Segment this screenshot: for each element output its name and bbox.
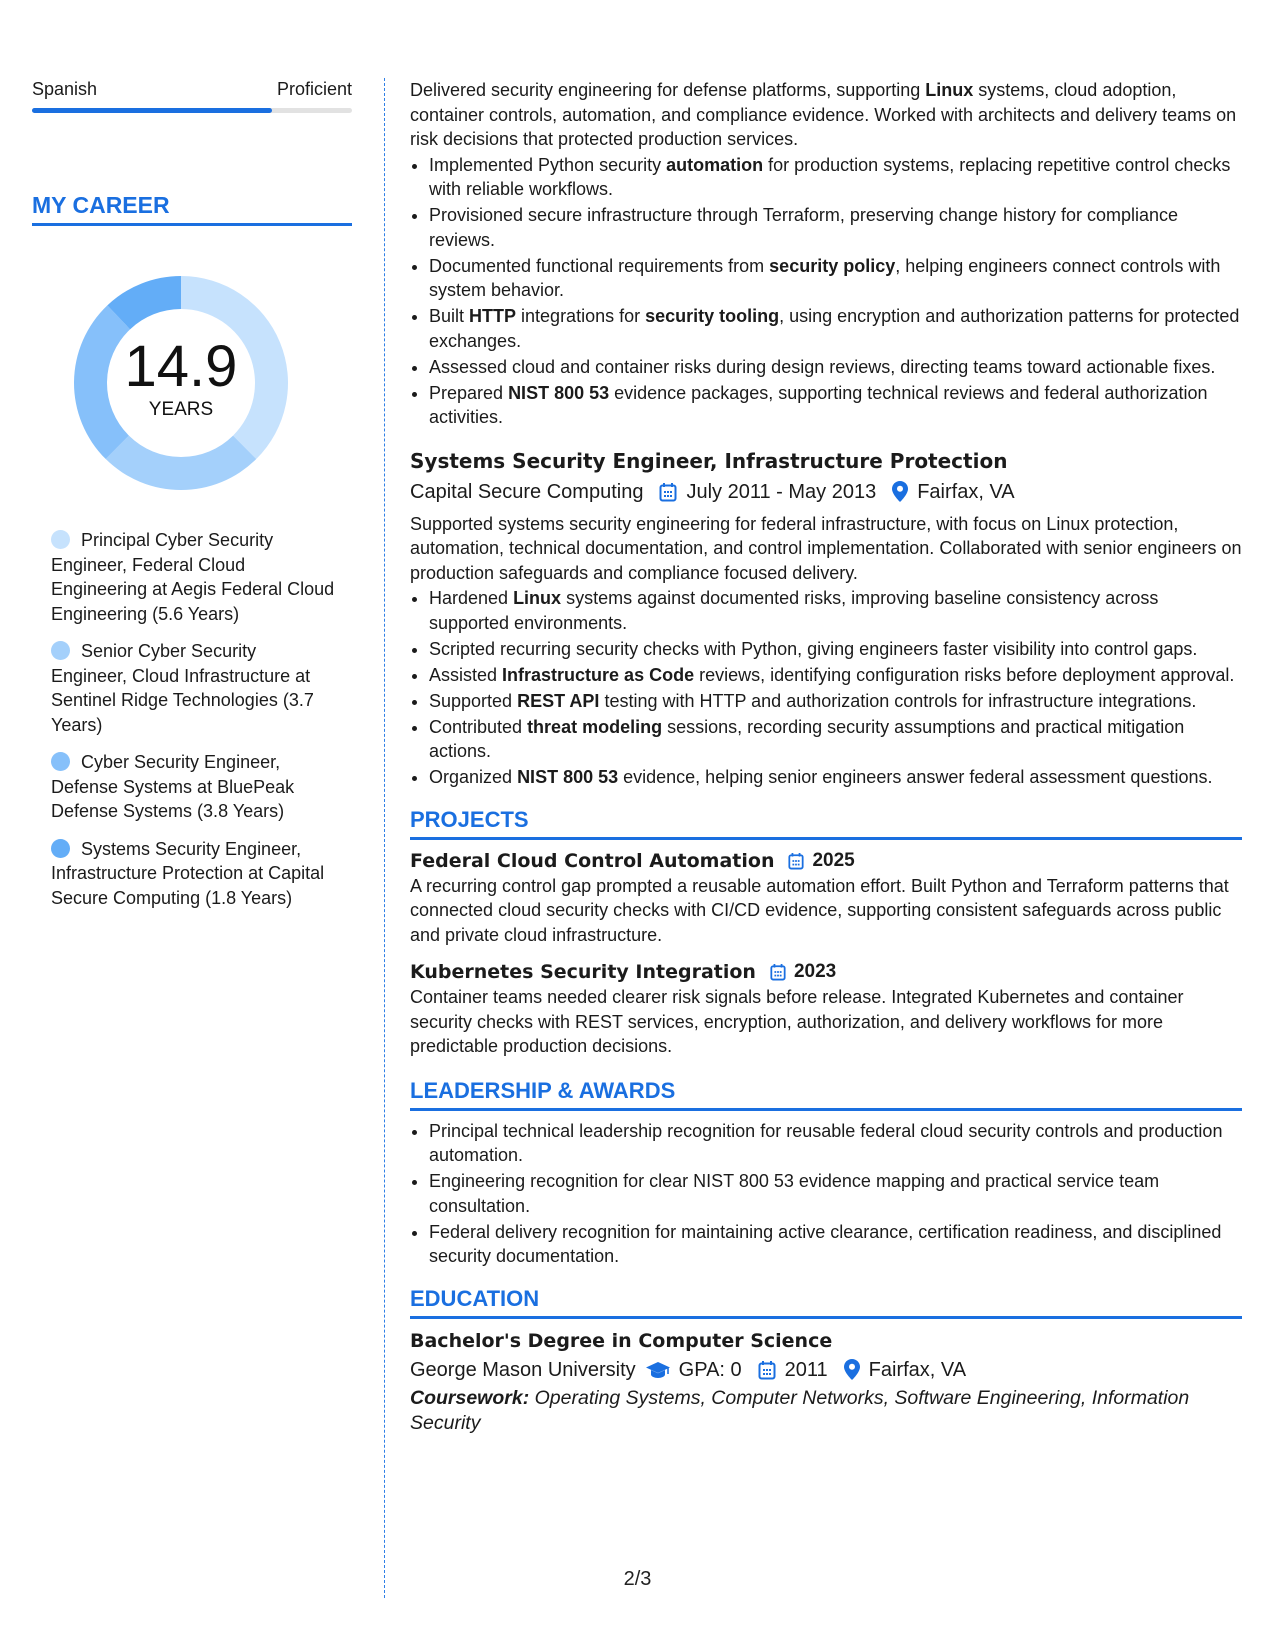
projects-heading: PROJECTS: [410, 806, 1242, 840]
legend-label: Cyber Security Engineer, Defense Systems at BluePeak Defense Systems (3.8 Years): [51, 752, 295, 821]
legend-dot: [51, 530, 70, 549]
graduation-cap-icon: [646, 1361, 670, 1379]
language-proficiency-fill: [32, 108, 272, 113]
language-level: Proficient: [276, 79, 352, 99]
project-title: Federal Cloud Control Automation: [410, 849, 775, 872]
legend-label: Systems Security Engineer, Infrastructure Protection at Capital Secure Computing (1.8 Years): [51, 838, 325, 908]
bullet-item: • Hardened Linux systems against documented risks, improving baseline consistency across supported environments.: [429, 586, 1242, 635]
job-meta: [410, 478, 1242, 506]
awards-list: [410, 1119, 1242, 1269]
bullet-item: • Assisted Infrastructure as Code reviews, identifying configuration risks before deployment approval.: [429, 663, 1242, 688]
calendar-icon: [758, 1360, 776, 1380]
map-pin-icon: [892, 481, 908, 502]
graduation-year: 2011: [784, 1358, 828, 1381]
career-legend-item: [51, 837, 336, 911]
donut-center: [66, 268, 296, 498]
job-bullets: [410, 586, 1242, 790]
bullet-item: • Contributed threat modeling sessions, recording security assumptions and practical mitigation actions.: [429, 715, 1242, 764]
calendar-icon: [659, 482, 677, 502]
column-divider: [384, 78, 385, 1598]
career-legend-item: [51, 528, 336, 626]
language-proficiency-bar: [32, 108, 352, 113]
legend-dot: [51, 752, 70, 771]
degree-title: Bachelor's Degree in Computer Science: [410, 1329, 833, 1352]
job-location: Fairfax, VA: [917, 480, 1015, 503]
career-legend-item: [51, 639, 336, 737]
page-number: 2/3: [623, 1568, 652, 1590]
job-bullets: [410, 153, 1242, 430]
legend-dot: [51, 641, 70, 660]
legend-dot: [51, 839, 70, 858]
calendar-icon: [788, 852, 804, 870]
job-summary: Supported systems security engineering for federal infrastructure, with focus on Linux protection, automation, technical documentation, and control implementation. Collaborated with senior engineers on production safeguards and compliance focused delivery.: [410, 513, 1242, 583]
bullet-item: • Built HTTP integrations for security tooling, using encryption and authorization patterns for protected exchanges.: [429, 304, 1242, 353]
bullet-item: • Principal technical leadership recognition for reusable federal cloud security controls and production automation.: [429, 1119, 1242, 1168]
legend-label: Principal Cyber Security Engineer, Federal Cloud Engineering at Aegis Federal Cloud Engineering (5.6 Years): [51, 530, 335, 624]
bullet-item: • Organized NIST 800 53 evidence, helping senior engineers answer federal assessment questions.: [429, 765, 1242, 790]
career-years-unit: YEARS: [148, 399, 214, 420]
project-year: 2025: [812, 849, 855, 871]
job-company: Capital Secure Computing: [410, 480, 644, 503]
project-description: A recurring control gap prompted a reusable automation effort. Built Python and Terraform patterns that connected cloud security checks with CI/CD evidence, supporting consistent safeguards across public and private cloud infrastructure.: [410, 875, 1229, 945]
career-donut-chart: [66, 268, 296, 498]
job-summary: Delivered security engineering for defense platforms, supporting Linux systems, cloud adoption, container controls, automation, and compliance evidence. Worked with architects and delivery teams on risk decisions that protected production services.: [410, 80, 1237, 149]
career-heading: MY CAREER: [32, 191, 352, 226]
school-location: Fairfax, VA: [868, 1358, 967, 1381]
bullet-item: • Federal delivery recognition for maintaining active clearance, certification readiness, and disciplined security documentation.: [429, 1220, 1242, 1269]
coursework-label: Coursework:: [410, 1386, 530, 1409]
bullet-item: • Prepared NIST 800 53 evidence packages, supporting technical reviews and federal authorization activities.: [429, 381, 1242, 430]
awards-heading: LEADERSHIP & AWARDS: [410, 1077, 1242, 1111]
education-heading: EDUCATION: [410, 1285, 1242, 1319]
job-dates: July 2011 - May 2013: [686, 480, 877, 503]
career-total-years: 14.9: [124, 334, 238, 399]
bullet-item: • Supported REST API testing with HTTP and authorization controls for infrastructure integrations.: [429, 689, 1242, 714]
coursework-list: Operating Systems, Computer Networks, Software Engineering, Information Security: [410, 1386, 1190, 1434]
map-pin-icon: [844, 1359, 860, 1380]
project-title-row: [410, 848, 1242, 874]
career-legend: [51, 528, 336, 910]
main-column: [410, 78, 1242, 1436]
bullet-item: • Documented functional requirements from security policy, helping engineers connect controls with system behavior.: [429, 254, 1242, 303]
project-description: Container teams needed clearer risk signals before release. Integrated Kubernetes and container security checks with REST services, encryption, authorization, and delivery workflows for more predictable production decisions.: [410, 987, 1184, 1056]
career-legend-item: [51, 750, 336, 824]
project-year: 2023: [793, 961, 837, 982]
coursework: [410, 1386, 1242, 1436]
school-name: George Mason University: [410, 1358, 636, 1381]
bullet-item: • Engineering recognition for clear NIST 800 53 evidence mapping and practical service team consultation.: [429, 1169, 1242, 1218]
project-title: Kubernetes Security Integration: [410, 961, 756, 983]
bullet-item: • Implemented Python security automation for production systems, replacing repetitive control checks with reliable workflows.: [429, 153, 1242, 202]
bullet-item: • Provisioned secure infrastructure through Terraform, preserving change history for compliance reviews.: [429, 203, 1242, 252]
sidebar: [32, 78, 352, 923]
language-row: [32, 78, 352, 100]
legend-label: Senior Cyber Security Engineer, Cloud Infrastructure at Sentinel Ridge Technologies (3.7 Years): [51, 641, 314, 735]
education-meta: [410, 1356, 1242, 1384]
calendar-icon: [770, 963, 786, 981]
language-name: Spanish: [32, 79, 98, 99]
project-title-row: [410, 959, 1242, 985]
job-title: Systems Security Engineer, Infrastructure Protection: [410, 448, 1008, 473]
bullet-item: • Scripted recurring security checks with Python, giving engineers faster visibility into control gaps.: [429, 637, 1242, 662]
bullet-item: • Assessed cloud and container risks during design reviews, directing teams toward actionable fixes.: [429, 355, 1242, 380]
gpa: GPA: 0: [678, 1358, 742, 1381]
